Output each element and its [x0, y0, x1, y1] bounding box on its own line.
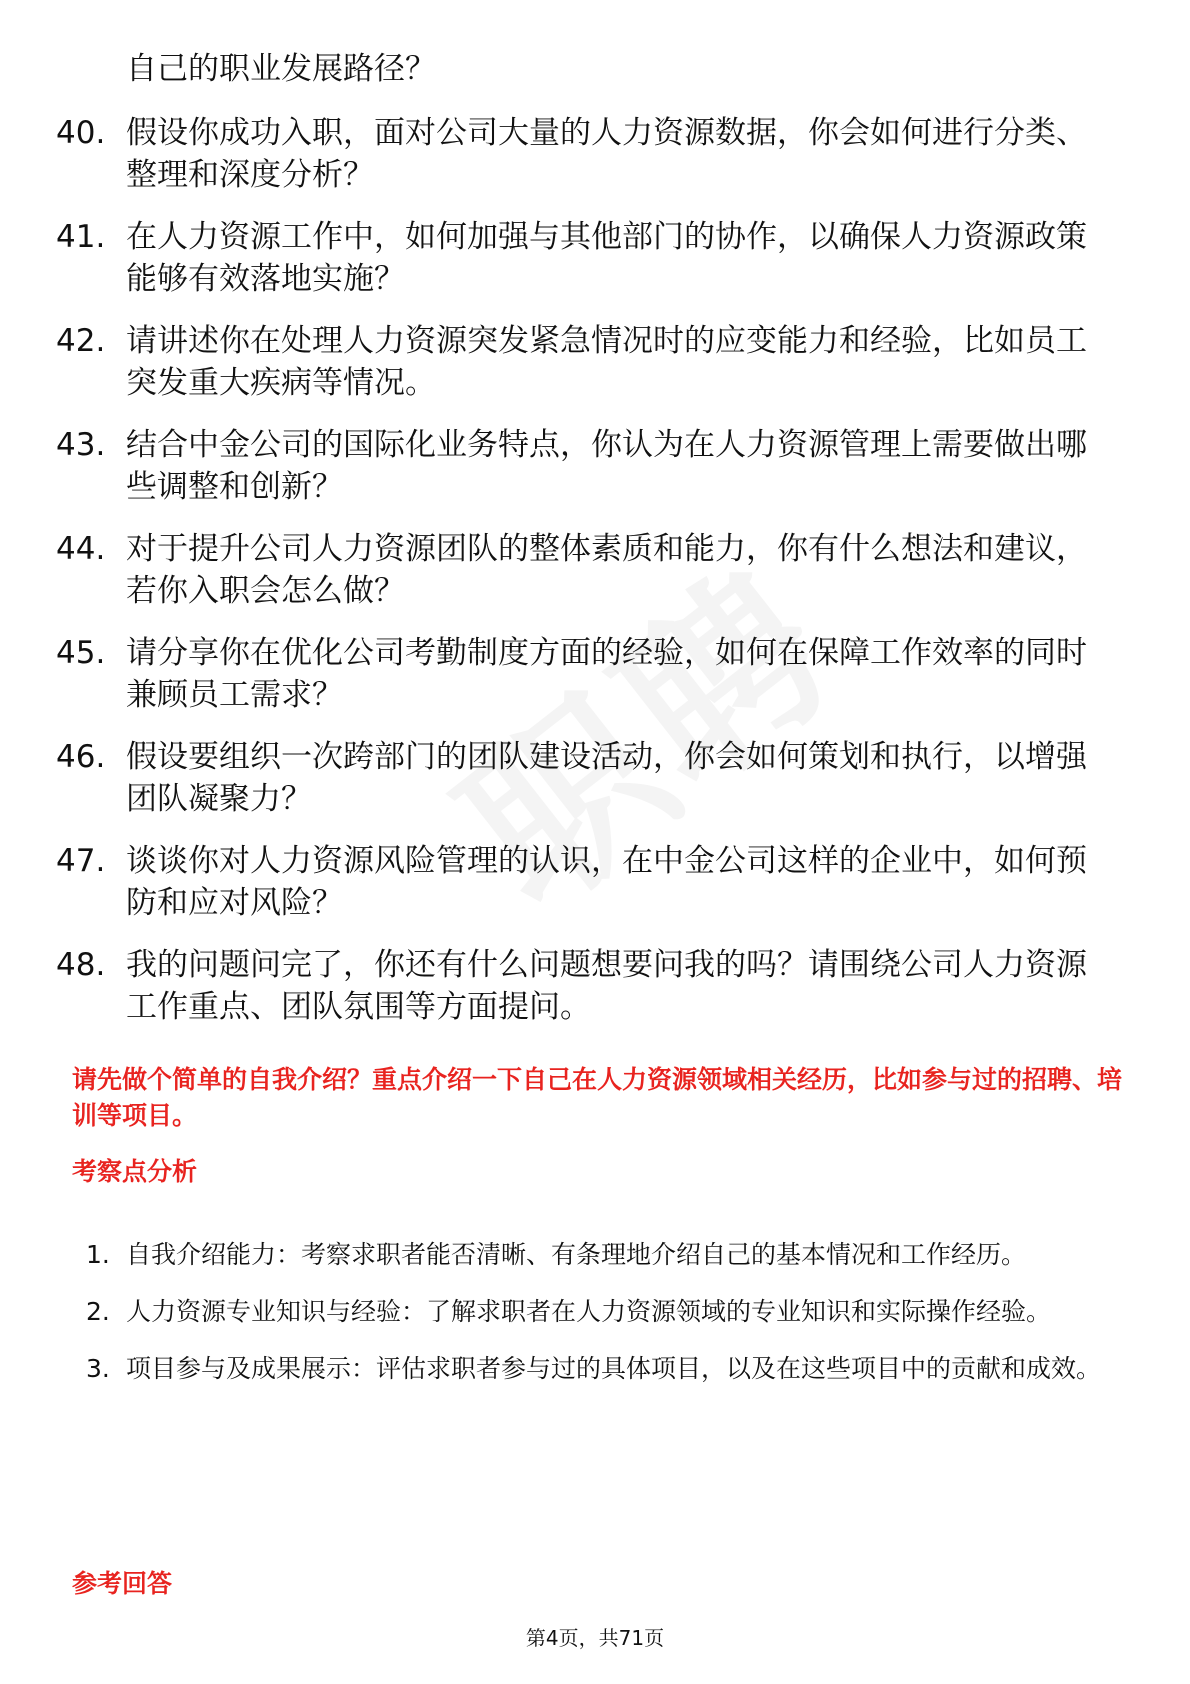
list-item	[56, 216, 1116, 300]
list-item	[56, 944, 1116, 1028]
list-item	[56, 112, 1116, 196]
list-item	[56, 840, 1116, 924]
analysis-number: 2.	[86, 1297, 110, 1326]
list-item	[56, 528, 1116, 612]
question-number: 46.	[56, 739, 106, 775]
answer-heading: 参考回答	[72, 1569, 173, 1598]
analysis-text: 人力资源专业知识与经验：了解求职者在人力资源领域的专业知识和实际操作经验。	[126, 1297, 1052, 1326]
question-number: 40.	[56, 115, 106, 151]
list-item	[86, 1340, 1126, 1397]
question-text: 结合中金公司的国际化业务特点，你认为在人力资源管理上需要做出哪些调整和创新？	[126, 427, 1087, 505]
question-text: 在人力资源工作中，如何加强与其他部门的协作，以确保人力资源政策能够有效落地实施？	[126, 219, 1087, 297]
question-number: 48.	[56, 947, 106, 983]
question-text: 请分享你在优化公司考勤制度方面的经验，如何在保障工作效率的同时兼顾员工需求？	[126, 635, 1087, 713]
question-list	[56, 112, 1116, 1048]
question-number: 47.	[56, 843, 106, 879]
question-text: 请讲述你在处理人力资源突发紧急情况时的应变能力和经验，比如员工突发重大疾病等情况。	[126, 323, 1087, 401]
list-item	[56, 424, 1116, 508]
featured-question: 请先做个简单的自我介绍？重点介绍一下自己在人力资源领域相关经历，比如参与过的招聘、培训等项目。	[72, 1065, 1123, 1130]
question-number: 43.	[56, 427, 106, 463]
analysis-number: 3.	[86, 1354, 110, 1383]
continuation-text: 自己的职业发展路径？	[126, 51, 436, 87]
question-number: 42.	[56, 323, 106, 359]
analysis-text: 项目参与及成果展示：评估求职者参与过的具体项目，以及在这些项目中的贡献和成效。	[126, 1354, 1102, 1383]
list-item	[56, 632, 1116, 716]
list-item	[56, 736, 1116, 820]
question-number: 44.	[56, 531, 106, 567]
question-number: 45.	[56, 635, 106, 671]
question-number: 41.	[56, 219, 106, 255]
question-text: 对于提升公司人力资源团队的整体素质和能力，你有什么想法和建议，若你入职会怎么做？	[126, 531, 1087, 609]
list-item	[56, 320, 1116, 404]
analysis-number: 1.	[86, 1240, 110, 1269]
question-text: 我的问题问完了，你还有什么问题想要问我的吗？请围绕公司人力资源工作重点、团队氛围等方面提问。	[126, 947, 1087, 1025]
analysis-text: 自我介绍能力：考察求职者能否清晰、有条理地介绍自己的基本情况和工作经历。	[126, 1240, 1027, 1269]
question-text: 谈谈你对人力资源风险管理的认识，在中金公司这样的企业中，如何预防和应对风险？	[126, 843, 1087, 921]
analysis-list	[86, 1226, 1126, 1397]
list-item	[86, 1283, 1126, 1340]
question-text: 假设要组织一次跨部门的团队建设活动，你会如何策划和执行，以增强团队凝聚力？	[126, 739, 1087, 817]
question-text: 假设你成功入职，面对公司大量的人力资源数据，你会如何进行分类、整理和深度分析？	[126, 115, 1087, 193]
analysis-heading: 考察点分析	[72, 1157, 198, 1186]
list-item	[86, 1226, 1126, 1283]
page-footer: 第4页，共71页	[525, 1626, 665, 1650]
